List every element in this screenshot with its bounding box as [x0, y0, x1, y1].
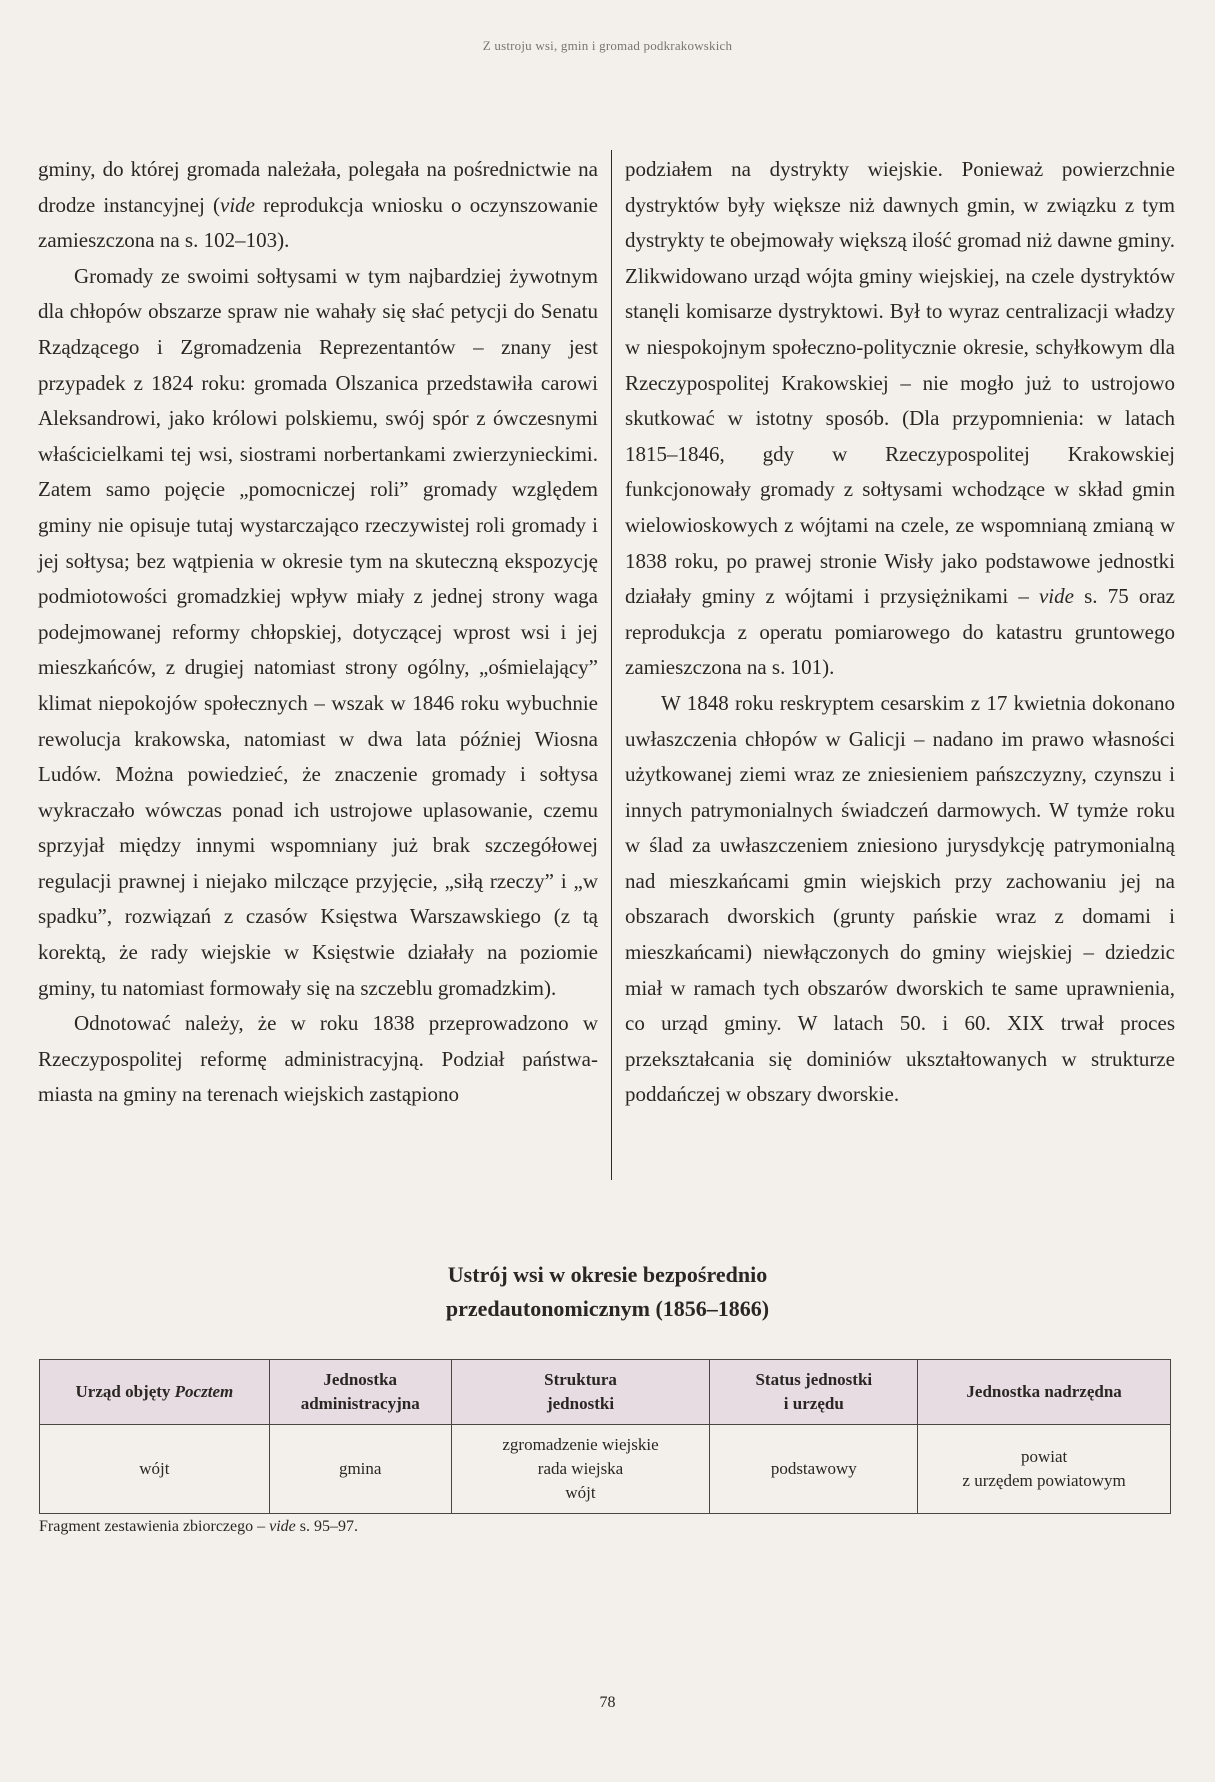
section-title-line: Ustrój wsi w okresie bezpośrednio: [447, 1262, 768, 1287]
table-caption: [39, 1518, 358, 1536]
header-cell-unit: [269, 1360, 451, 1425]
text-run: reprodukcja wniosku o oczynszowanie zamieszczona na s. 102–103).: [38, 192, 598, 253]
running-header: Z ustroju wsi, gmin i gromad podkrakowskich: [482, 38, 733, 53]
cell-status: podstawowy: [710, 1425, 918, 1514]
table-header-row: [40, 1360, 1171, 1425]
cell-office: wójt: [40, 1425, 270, 1514]
cell-text: wójt: [565, 1483, 596, 1502]
header-text: administracyjna: [300, 1394, 420, 1413]
table-row: [40, 1425, 1171, 1514]
caption-text: s. 95–97.: [295, 1518, 359, 1535]
column-divider: [611, 150, 612, 1180]
text-run: s. 75 oraz reprodukcja z operatu pomiarowego do katastru gruntowego zamieszczona na s. 101).: [625, 584, 1175, 680]
cell-structure: [451, 1425, 710, 1514]
section-title: [0, 1258, 1215, 1326]
paragraph: Odnotować należy, że w roku 1838 przeprowadzono w Rzeczypospolitej reformę administracyjną. Podział państwa-miasta na gminy na terenach wiejskich zastąpiono: [38, 1011, 598, 1107]
cell-text: rada wiejska: [537, 1459, 624, 1478]
paragraph: Gromady ze swoimi sołtysami w tym najbardziej żywotnym dla chłopów obszarze spraw nie wahały się słać petycji do Senatu Rządzącego i Zgromadzenia Reprezentantów – znany jest przypadek z 1824 roku: gromada Olszanica przedstawiła carowi Aleksandrowi, jako królowi polskiemu, swój spór z ówczesnymi właścicielkami tej wsi, siostrami norbertankami zwierzynieckimi. Zatem samo pojęcie „pomocniczej roli” gromady względem gminy nie opisuje tutaj wystarczająco rzeczywistej roli gromady i jej sołtysa; bez wątpienia w okresie tym na skuteczną ekspozycję podmiotowości gromadzkiej wpływ miały z jednej strony waga podejmowanej reformy chłopskiej, dotyczącej wprost wsi i jej mieszkańców, z drugiej natomiast strony ogólny, „ośmielający” klimat niepokojów społecznych – wszak w 1846 roku wybuchnie rewolucja krakowska, natomiast w dwa lata później Wiosna Ludów. Można powiedzieć, że znaczenie gromady i sołtysa wykraczało wówczas ponad ich ustrojowe uplasowanie, czemu sprzyjał między innymi wspomniany już brak szczegółowej regulacji prawnej i niejako milczące przyjęcie, „siłą rzeczy” i „w spadku”, rozwiązań z czasów Księstwa Warszawskiego (z tą korektą, że rady wiejskie w Księstwie działały na poziomie gminy, tu natomiast formowały się na szczeblu gromadzkim).: [38, 263, 598, 1000]
cell-text: z urzędem powiatowym: [962, 1471, 1126, 1490]
paragraph: W 1848 roku reskryptem cesarskim z 17 kwietnia dokonano uwłaszczenia chłopów w Galicji – nadano im prawo własności użytkowanej ziemi wraz ze zniesieniem pańszczyzny, czynszu i innych patrymonialnych świadczeń darmowych. W tymże roku w ślad za uwłaszczeniem zniesiono jurysdykcję patrymonialną nad mieszkańcami gmin wiejskich przy zachowaniu jej na obszarach dworskich (grunty pańskie wraz z domami i mieszkańcami) niewłączonych do gminy wiejskiej – dziedzic miał w ramach tych obszarów dworskich te same uprawnienia, co urząd gminy. W latach 50. i 60. XIX trwał proces przekształcania się dominiów ukształtowanych w strukturze poddańczej w obszary dworskie.: [625, 690, 1175, 1107]
header-cell-structure: [451, 1360, 710, 1425]
summary-table: [39, 1359, 1171, 1514]
cell-text: powiat: [1020, 1447, 1068, 1466]
left-column: [38, 152, 598, 1113]
caption-text: Fragment zestawienia zbiorczego –: [39, 1518, 270, 1535]
cell-unit: gmina: [269, 1425, 451, 1514]
header-cell-superior: Jednostka nadrzędna: [918, 1360, 1171, 1425]
vide-term: vide: [269, 1518, 296, 1535]
header-cell-status: [710, 1360, 918, 1425]
header-text: Jednostka: [323, 1370, 398, 1389]
vide-term: vide: [1038, 584, 1074, 609]
header-text-italic: Pocztem: [174, 1382, 234, 1401]
cell-text: zgromadzenie wiejskie: [502, 1435, 659, 1454]
header-cell-office: [40, 1360, 270, 1425]
header-text: jednostki: [546, 1394, 615, 1413]
text-run: podziałem na dystrykty wiejskie. Ponieważ powierzchnie dystryktów były większe niż dawnych gmin, w związku z tym dystrykty te obejmowały większą ilość gromad niż dawne gminy. Zlikwidowano urząd wójta gminy wiejskiej, na czele dystryktów stanęli komisarze dystryktowi. Był to wyraz centralizacji władzy w niespokojnym społeczno-politycznie okresie, schyłkowym dla Rzeczypospolitej Krakowskiej – nie mogło już to ustrojowo skutkować w istotny sposób. (Dla przypomnienia: w latach 1815–1846, gdy w Rzeczypospolitej Krakowskiej funkcjonowały gromady z sołtysami wchodzące w skład gmin wielowioskowych z wójtami na czele, ze wspomnianą zmianą w 1838 roku, po prawej stronie Wisły jako podstawowe jednostki działały gminy z wójtami i przysiężnikami –: [625, 157, 1175, 609]
header-text: Status jednostki: [755, 1370, 873, 1389]
header-text: i urzędu: [783, 1394, 844, 1413]
vide-term: vide: [220, 192, 255, 217]
cell-superior: [918, 1425, 1171, 1514]
header-text: Struktura: [544, 1370, 617, 1389]
paragraph: [625, 152, 1175, 686]
right-column: [625, 152, 1175, 1113]
paragraph: [38, 152, 598, 259]
text-run: gminy, do której gromada należała, polegała na pośrednictwie na drodze instancyjnej (: [38, 157, 598, 217]
page-number: 78: [599, 1694, 616, 1711]
header-text: Urząd objęty: [75, 1382, 175, 1401]
section-title-line: przedautonomicznym (1856–1866): [445, 1296, 770, 1321]
